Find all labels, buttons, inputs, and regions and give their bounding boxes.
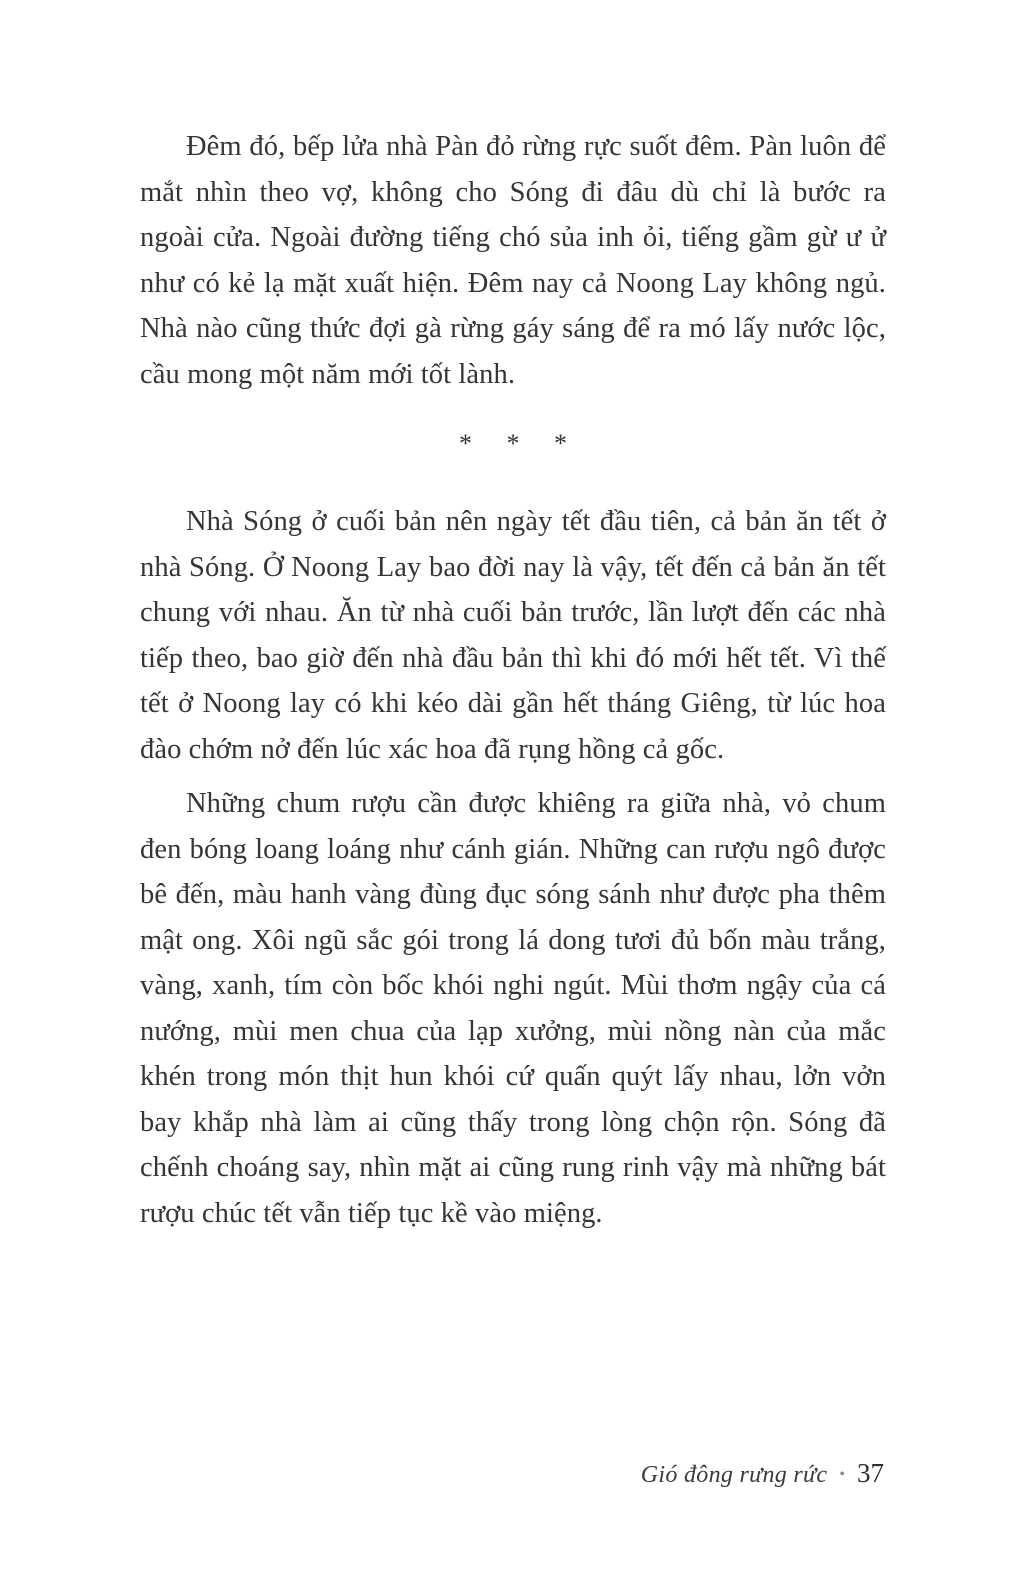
section-separator: * * * <box>459 429 581 458</box>
page-footer <box>641 1458 884 1489</box>
page-number: 37 <box>857 1458 884 1488</box>
running-title: Gió đông rưng rức <box>640 1462 828 1488</box>
footer-bullet: • <box>839 1466 845 1483</box>
paragraph-3: Những chum rượu cần được khiêng ra giữa nhà, vỏ chum đen bóng loang loáng như cánh gián. Những can rượu ngô được bê đến, màu hanh vàng đùng đục sóng sánh như được pha thêm mật ong. Xôi ngũ sắc gói trong lá dong tươi đủ bốn màu trắng, vàng, xanh, tím còn bốc khói nghi ngút. Mùi thơm ngậy của cá nướng, mùi men chua của lạp xưởng, mùi nồng nàn của mắc khén trong món thịt hun khói cứ quấn quýt lấy nhau, lởn vởn bay khắp nhà làm ai cũng thấy trong lòng chộn rộn. Sóng đã chếnh choáng say, nhìn mặt ai cũng rung rinh vậy mà những bát rượu chúc tết vẫn tiếp tục kề vào miệng. <box>140 788 886 1229</box>
paragraph-2: Nhà Sóng ở cuối bản nên ngày tết đầu tiên, cả bản ăn tết ở nhà Sóng. Ở Noong Lay bao đời nay là vậy, tết đến cả bản ăn tết chung với nhau. Ăn từ nhà cuối bản trước, lần lượt đến các nhà tiếp theo, bao giờ đến nhà đầu bản thì khi đó mới hết tết. Vì thế tết ở Noong lay có khi kéo dài gần hết tháng Giêng, từ lúc hoa đào chớm nở đến lúc xác hoa đã rụng hồng cả gốc. <box>140 506 886 765</box>
paragraph-1: Đêm đó, bếp lửa nhà Pàn đỏ rừng rực suốt đêm. Pàn luôn để mắt nhìn theo vợ, không cho Sóng đi đâu dù chỉ là bước ra ngoài cửa. Ngoài đường tiếng chó sủa inh ỏi, tiếng gầm gừ ư ử như có kẻ lạ mặt xuất hiện. Đêm nay cả Noong Lay không ngủ. Nhà nào cũng thức đợi gà rừng gáy sáng để ra mó lấy nước lộc, cầu mong một năm mới tốt lành. <box>140 131 886 390</box>
text-block <box>140 124 886 1236</box>
